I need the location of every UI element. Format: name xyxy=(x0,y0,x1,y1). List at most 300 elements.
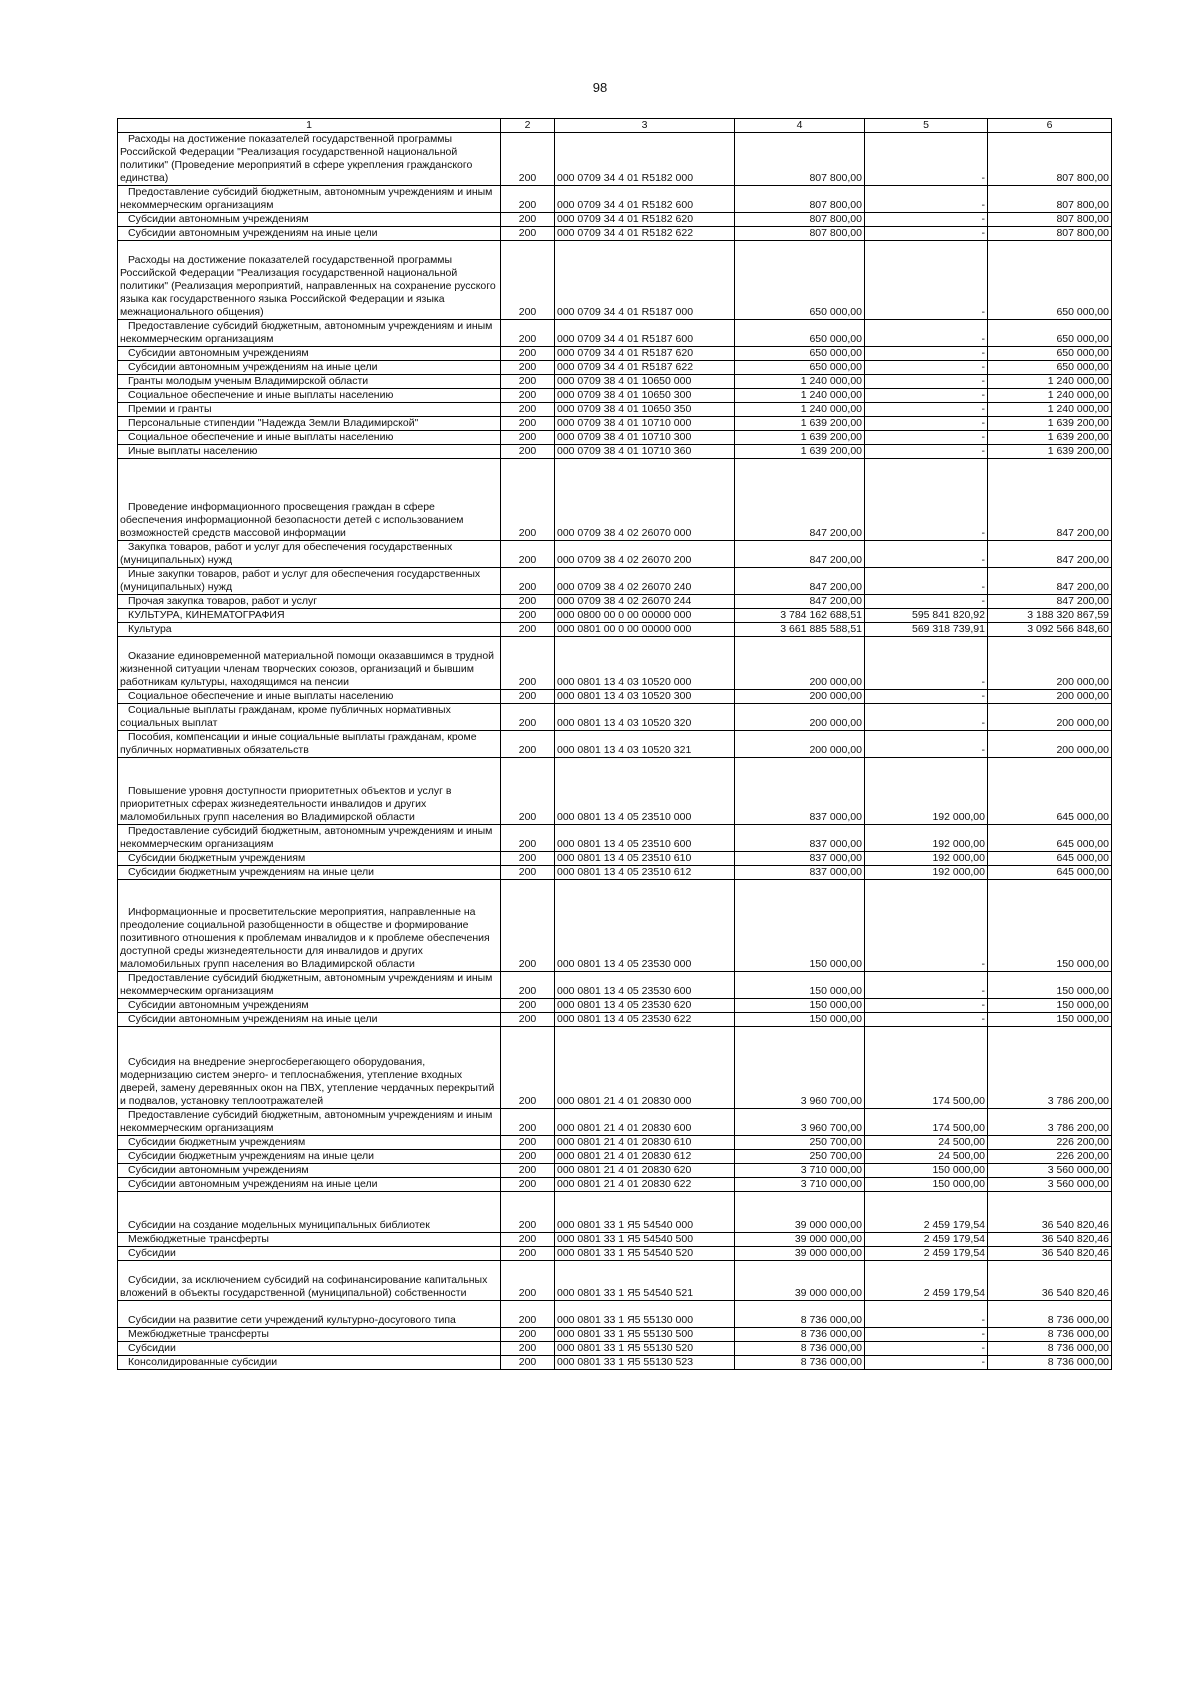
row-code-cell: 000 0709 34 4 01 R5187 622 xyxy=(555,361,735,375)
row-name-cell: КУЛЬТУРА, КИНЕМАТОГРАФИЯ xyxy=(118,609,501,623)
row-code-cell: 000 0801 13 4 03 10520 300 xyxy=(555,690,735,704)
row-value-5-cell: - xyxy=(865,403,988,417)
row-value-5-cell: - xyxy=(865,595,988,609)
row-value-5-cell: - xyxy=(865,972,988,999)
row-value-6-cell: 807 800,00 xyxy=(988,227,1112,241)
row-value-4-cell: 3 661 885 588,51 xyxy=(735,623,865,637)
table-row xyxy=(118,758,1112,825)
row-value-5-cell: 192 000,00 xyxy=(865,758,988,825)
row-value-6-cell: 847 200,00 xyxy=(988,595,1112,609)
row-value-5-cell: - xyxy=(865,361,988,375)
table-row xyxy=(118,1247,1112,1261)
row-group-cell: 200 xyxy=(501,637,555,690)
table-row xyxy=(118,1328,1112,1342)
table-row xyxy=(118,320,1112,347)
row-value-6-cell: 36 540 820,46 xyxy=(988,1192,1112,1233)
row-value-4-cell: 200 000,00 xyxy=(735,690,865,704)
row-value-5-cell: - xyxy=(865,1342,988,1356)
budget-table xyxy=(117,118,1112,1370)
row-value-4-cell: 250 700,00 xyxy=(735,1150,865,1164)
row-code-cell: 000 0801 21 4 01 20830 610 xyxy=(555,1136,735,1150)
row-code-cell: 000 0800 00 0 00 00000 000 xyxy=(555,609,735,623)
row-value-4-cell: 650 000,00 xyxy=(735,241,865,320)
row-group-cell: 200 xyxy=(501,417,555,431)
table-row xyxy=(118,241,1112,320)
row-value-4-cell: 3 710 000,00 xyxy=(735,1164,865,1178)
row-value-5-cell: - xyxy=(865,417,988,431)
row-value-5-cell: - xyxy=(865,999,988,1013)
column-header: 6 xyxy=(988,119,1112,133)
row-code-cell: 000 0709 34 4 01 R5182 620 xyxy=(555,213,735,227)
row-value-4-cell: 3 710 000,00 xyxy=(735,1178,865,1192)
row-value-4-cell: 8 736 000,00 xyxy=(735,1356,865,1370)
row-value-5-cell: - xyxy=(865,186,988,213)
row-value-4-cell: 3 960 700,00 xyxy=(735,1109,865,1136)
table-row xyxy=(118,637,1112,690)
table-row xyxy=(118,1178,1112,1192)
row-code-cell: 000 0709 38 4 01 10710 360 xyxy=(555,445,735,459)
row-group-cell: 200 xyxy=(501,1136,555,1150)
row-value-6-cell: 847 200,00 xyxy=(988,541,1112,568)
row-name-cell: Субсидии автономным учреждениям xyxy=(118,347,501,361)
row-group-cell: 200 xyxy=(501,227,555,241)
row-value-4-cell: 200 000,00 xyxy=(735,731,865,758)
row-group-cell: 200 xyxy=(501,999,555,1013)
row-value-6-cell: 8 736 000,00 xyxy=(988,1356,1112,1370)
row-value-4-cell: 1 639 200,00 xyxy=(735,431,865,445)
page-number: 98 xyxy=(592,80,608,95)
row-value-6-cell: 1 639 200,00 xyxy=(988,417,1112,431)
row-code-cell: 000 0709 34 4 01 R5187 620 xyxy=(555,347,735,361)
row-value-6-cell: 3 560 000,00 xyxy=(988,1178,1112,1192)
table-row xyxy=(118,1261,1112,1301)
row-group-cell: 200 xyxy=(501,758,555,825)
column-header: 5 xyxy=(865,119,988,133)
row-name-cell: Субсидии автономным учреждениям на иные цели xyxy=(118,361,501,375)
table-row xyxy=(118,623,1112,637)
row-value-5-cell: - xyxy=(865,1013,988,1027)
row-code-cell: 000 0709 38 4 01 10650 350 xyxy=(555,403,735,417)
row-code-cell: 000 0709 38 4 01 10710 000 xyxy=(555,417,735,431)
row-value-4-cell: 650 000,00 xyxy=(735,347,865,361)
row-group-cell: 200 xyxy=(501,1261,555,1301)
row-name-cell: Социальные выплаты гражданам, кроме публичных нормативных социальных выплат xyxy=(118,704,501,731)
row-code-cell: 000 0801 21 4 01 20830 000 xyxy=(555,1027,735,1109)
row-value-4-cell: 250 700,00 xyxy=(735,1136,865,1150)
row-code-cell: 000 0709 34 4 01 R5182 622 xyxy=(555,227,735,241)
row-code-cell: 000 0801 33 1 Я5 54540 520 xyxy=(555,1247,735,1261)
row-value-5-cell: 569 318 739,91 xyxy=(865,623,988,637)
table-row xyxy=(118,1027,1112,1109)
row-name-cell: Субсидии бюджетным учреждениям xyxy=(118,1136,501,1150)
row-value-4-cell: 847 200,00 xyxy=(735,568,865,595)
row-value-6-cell: 645 000,00 xyxy=(988,852,1112,866)
row-code-cell: 000 0709 34 4 01 R5182 000 xyxy=(555,133,735,186)
row-value-5-cell: - xyxy=(865,431,988,445)
row-value-4-cell: 39 000 000,00 xyxy=(735,1261,865,1301)
row-code-cell: 000 0801 13 4 03 10520 320 xyxy=(555,704,735,731)
table-row xyxy=(118,595,1112,609)
table-row xyxy=(118,866,1112,880)
column-header: 4 xyxy=(735,119,865,133)
row-code-cell: 000 0709 38 4 02 26070 000 xyxy=(555,459,735,541)
row-value-5-cell: - xyxy=(865,568,988,595)
row-name-cell: Расходы на достижение показателей государственной программы Российской Федерации "Реализация государственной национальной политики" (Проведение мероприятий в сфере укрепления гражданского единства) xyxy=(118,133,501,186)
row-value-6-cell: 3 188 320 867,59 xyxy=(988,609,1112,623)
row-value-6-cell: 645 000,00 xyxy=(988,866,1112,880)
row-name-cell: Субсидии автономным учреждениям на иные цели xyxy=(118,227,501,241)
table-row xyxy=(118,541,1112,568)
row-value-6-cell: 3 786 200,00 xyxy=(988,1109,1112,1136)
row-name-cell: Закупка товаров, работ и услуг для обеспечения государственных (муниципальных) нужд xyxy=(118,541,501,568)
row-group-cell: 200 xyxy=(501,1192,555,1233)
row-name-cell: Предоставление субсидий бюджетным, автономным учреждениям и иным некоммерческим организациям xyxy=(118,320,501,347)
row-group-cell: 200 xyxy=(501,320,555,347)
table-row xyxy=(118,999,1112,1013)
row-group-cell: 200 xyxy=(501,1013,555,1027)
row-name-cell: Субсидии бюджетным учреждениям на иные цели xyxy=(118,866,501,880)
row-value-6-cell: 807 800,00 xyxy=(988,213,1112,227)
row-group-cell: 200 xyxy=(501,1342,555,1356)
row-value-4-cell: 1 240 000,00 xyxy=(735,389,865,403)
row-code-cell: 000 0801 21 4 01 20830 612 xyxy=(555,1150,735,1164)
table-row xyxy=(118,1150,1112,1164)
row-name-cell: Социальное обеспечение и иные выплаты населению xyxy=(118,431,501,445)
table-row xyxy=(118,445,1112,459)
row-value-4-cell: 8 736 000,00 xyxy=(735,1328,865,1342)
row-name-cell: Консолидированные субсидии xyxy=(118,1356,501,1370)
row-group-cell: 200 xyxy=(501,623,555,637)
row-value-4-cell: 1 639 200,00 xyxy=(735,417,865,431)
row-group-cell: 200 xyxy=(501,1233,555,1247)
row-value-6-cell: 200 000,00 xyxy=(988,690,1112,704)
row-value-5-cell: - xyxy=(865,241,988,320)
row-code-cell: 000 0801 33 1 Я5 54540 500 xyxy=(555,1233,735,1247)
row-value-6-cell: 150 000,00 xyxy=(988,1013,1112,1027)
row-value-5-cell: 24 500,00 xyxy=(865,1150,988,1164)
row-value-5-cell: 2 459 179,54 xyxy=(865,1233,988,1247)
row-value-4-cell: 39 000 000,00 xyxy=(735,1233,865,1247)
row-name-cell: Премии и гранты xyxy=(118,403,501,417)
row-code-cell: 000 0801 13 4 05 23510 600 xyxy=(555,825,735,852)
row-name-cell: Субсидии, за исключением субсидий на софинансирование капитальных вложений в объекты государственной (муниципальной) собственности xyxy=(118,1261,501,1301)
table-row xyxy=(118,731,1112,758)
table-row xyxy=(118,1013,1112,1027)
row-name-cell: Субсидии xyxy=(118,1342,501,1356)
row-value-5-cell: - xyxy=(865,1356,988,1370)
row-code-cell: 000 0709 38 4 01 10650 300 xyxy=(555,389,735,403)
row-value-4-cell: 200 000,00 xyxy=(735,704,865,731)
row-value-6-cell: 807 800,00 xyxy=(988,186,1112,213)
row-value-6-cell: 1 240 000,00 xyxy=(988,375,1112,389)
row-code-cell: 000 0801 21 4 01 20830 622 xyxy=(555,1178,735,1192)
row-name-cell: Проведение информационного просвещения граждан в сфере обеспечения информационной безопасности детей с использованием возможностей средств массовой информации xyxy=(118,459,501,541)
row-value-5-cell: - xyxy=(865,541,988,568)
table-row xyxy=(118,186,1112,213)
row-name-cell: Субсидии автономным учреждениям xyxy=(118,213,501,227)
row-value-4-cell: 807 800,00 xyxy=(735,227,865,241)
row-value-4-cell: 8 736 000,00 xyxy=(735,1301,865,1328)
row-value-6-cell: 847 200,00 xyxy=(988,459,1112,541)
row-code-cell: 000 0801 33 1 Я5 54540 000 xyxy=(555,1192,735,1233)
row-value-6-cell: 1 639 200,00 xyxy=(988,431,1112,445)
table-row xyxy=(118,389,1112,403)
row-name-cell: Межбюджетные трансферты xyxy=(118,1328,501,1342)
row-code-cell: 000 0801 33 1 Я5 55130 523 xyxy=(555,1356,735,1370)
row-name-cell: Предоставление субсидий бюджетным, автономным учреждениям и иным некоммерческим организациям xyxy=(118,1109,501,1136)
row-value-4-cell: 837 000,00 xyxy=(735,758,865,825)
row-value-6-cell: 650 000,00 xyxy=(988,361,1112,375)
row-value-4-cell: 1 240 000,00 xyxy=(735,403,865,417)
row-value-4-cell: 150 000,00 xyxy=(735,880,865,972)
table-row xyxy=(118,825,1112,852)
row-name-cell: Культура xyxy=(118,623,501,637)
row-code-cell: 000 0709 38 4 01 10710 300 xyxy=(555,431,735,445)
row-name-cell: Предоставление субсидий бюджетным, автономным учреждениям и иным некоммерческим организациям xyxy=(118,972,501,999)
table-row xyxy=(118,431,1112,445)
row-value-4-cell: 837 000,00 xyxy=(735,866,865,880)
row-value-6-cell: 200 000,00 xyxy=(988,637,1112,690)
table-row xyxy=(118,704,1112,731)
row-name-cell: Социальное обеспечение и иные выплаты населению xyxy=(118,690,501,704)
row-name-cell: Межбюджетные трансферты xyxy=(118,1233,501,1247)
row-name-cell: Субсидии автономным учреждениям xyxy=(118,999,501,1013)
row-code-cell: 000 0801 13 4 05 23530 620 xyxy=(555,999,735,1013)
row-value-5-cell: - xyxy=(865,445,988,459)
row-value-5-cell: - xyxy=(865,704,988,731)
row-name-cell: Предоставление субсидий бюджетным, автономным учреждениям и иным некоммерческим организациям xyxy=(118,186,501,213)
row-value-5-cell: 595 841 820,92 xyxy=(865,609,988,623)
table-row xyxy=(118,1233,1112,1247)
row-value-5-cell: - xyxy=(865,320,988,347)
row-group-cell: 200 xyxy=(501,445,555,459)
row-value-5-cell: 174 500,00 xyxy=(865,1109,988,1136)
row-group-cell: 200 xyxy=(501,880,555,972)
row-name-cell: Субсидии автономным учреждениям xyxy=(118,1164,501,1178)
row-name-cell: Субсидии бюджетным учреждениям на иные цели xyxy=(118,1150,501,1164)
row-code-cell: 000 0801 13 4 05 23510 000 xyxy=(555,758,735,825)
row-group-cell: 200 xyxy=(501,213,555,227)
row-value-4-cell: 847 200,00 xyxy=(735,459,865,541)
column-header: 3 xyxy=(555,119,735,133)
row-value-6-cell: 8 736 000,00 xyxy=(988,1301,1112,1328)
row-group-cell: 200 xyxy=(501,541,555,568)
table-row xyxy=(118,972,1112,999)
row-value-6-cell: 1 240 000,00 xyxy=(988,403,1112,417)
row-value-4-cell: 150 000,00 xyxy=(735,999,865,1013)
row-value-4-cell: 847 200,00 xyxy=(735,541,865,568)
row-group-cell: 200 xyxy=(501,459,555,541)
row-value-4-cell: 650 000,00 xyxy=(735,361,865,375)
table-row xyxy=(118,1136,1112,1150)
row-value-5-cell: - xyxy=(865,389,988,403)
row-group-cell: 200 xyxy=(501,852,555,866)
row-value-5-cell: 174 500,00 xyxy=(865,1027,988,1109)
table-row xyxy=(118,1342,1112,1356)
row-value-6-cell: 8 736 000,00 xyxy=(988,1328,1112,1342)
row-name-cell: Гранты молодым ученым Владимирской области xyxy=(118,375,501,389)
row-value-4-cell: 3 960 700,00 xyxy=(735,1027,865,1109)
row-group-cell: 200 xyxy=(501,1328,555,1342)
row-value-6-cell: 226 200,00 xyxy=(988,1136,1112,1150)
row-code-cell: 000 0709 38 4 02 26070 244 xyxy=(555,595,735,609)
row-group-cell: 200 xyxy=(501,825,555,852)
row-value-5-cell: - xyxy=(865,1328,988,1342)
row-value-5-cell: - xyxy=(865,133,988,186)
row-value-5-cell: 192 000,00 xyxy=(865,825,988,852)
row-value-4-cell: 837 000,00 xyxy=(735,825,865,852)
table-row xyxy=(118,459,1112,541)
row-name-cell: Субсидии автономным учреждениям на иные цели xyxy=(118,1178,501,1192)
row-group-cell: 200 xyxy=(501,972,555,999)
table-body xyxy=(118,133,1112,1370)
row-value-4-cell: 837 000,00 xyxy=(735,852,865,866)
row-value-4-cell: 150 000,00 xyxy=(735,972,865,999)
row-code-cell: 000 0801 13 4 05 23530 600 xyxy=(555,972,735,999)
column-header: 1 xyxy=(118,119,501,133)
table-row xyxy=(118,1192,1112,1233)
row-value-6-cell: 150 000,00 xyxy=(988,972,1112,999)
row-value-5-cell: - xyxy=(865,880,988,972)
row-value-6-cell: 3 786 200,00 xyxy=(988,1027,1112,1109)
row-value-4-cell: 200 000,00 xyxy=(735,637,865,690)
row-group-cell: 200 xyxy=(501,1356,555,1370)
row-code-cell: 000 0801 13 4 03 10520 000 xyxy=(555,637,735,690)
row-name-cell: Социальное обеспечение и иные выплаты населению xyxy=(118,389,501,403)
row-value-5-cell: - xyxy=(865,375,988,389)
row-value-5-cell: 150 000,00 xyxy=(865,1178,988,1192)
row-code-cell: 000 0801 13 4 05 23510 612 xyxy=(555,866,735,880)
row-group-cell: 200 xyxy=(501,866,555,880)
table-row xyxy=(118,852,1112,866)
row-value-4-cell: 8 736 000,00 xyxy=(735,1342,865,1356)
row-group-cell: 200 xyxy=(501,704,555,731)
row-value-4-cell: 39 000 000,00 xyxy=(735,1247,865,1261)
row-value-6-cell: 36 540 820,46 xyxy=(988,1247,1112,1261)
table-row xyxy=(118,1109,1112,1136)
row-value-6-cell: 1 240 000,00 xyxy=(988,389,1112,403)
row-name-cell: Пособия, компенсации и иные социальные выплаты гражданам, кроме публичных нормативных обязательств xyxy=(118,731,501,758)
table-row xyxy=(118,375,1112,389)
row-value-5-cell: - xyxy=(865,347,988,361)
row-group-cell: 200 xyxy=(501,361,555,375)
row-name-cell: Субсидии на развитие сети учреждений культурно-досугового типа xyxy=(118,1301,501,1328)
row-code-cell: 000 0801 13 4 05 23530 000 xyxy=(555,880,735,972)
row-group-cell: 200 xyxy=(501,690,555,704)
row-value-5-cell: 192 000,00 xyxy=(865,866,988,880)
row-name-cell: Информационные и просветительские мероприятия, направленные на преодоление социальной разобщенности в обществе и формирование позитивного отношения к проблемам инвалидов и к проблеме обеспечения доступной среды жизнедеятельности для инвалидов и других маломобильных групп населения во Владимирской области xyxy=(118,880,501,972)
row-value-6-cell: 3 092 566 848,60 xyxy=(988,623,1112,637)
row-group-cell: 200 xyxy=(501,1301,555,1328)
row-code-cell: 000 0801 13 4 03 10520 321 xyxy=(555,731,735,758)
row-code-cell: 000 0801 33 1 Я5 55130 000 xyxy=(555,1301,735,1328)
row-value-6-cell: 150 000,00 xyxy=(988,880,1112,972)
row-value-5-cell: - xyxy=(865,637,988,690)
row-value-4-cell: 1 240 000,00 xyxy=(735,375,865,389)
row-value-5-cell: - xyxy=(865,731,988,758)
row-value-6-cell: 807 800,00 xyxy=(988,133,1112,186)
row-value-4-cell: 39 000 000,00 xyxy=(735,1192,865,1233)
row-value-4-cell: 3 784 162 688,51 xyxy=(735,609,865,623)
table-row xyxy=(118,1356,1112,1370)
row-value-6-cell: 650 000,00 xyxy=(988,320,1112,347)
row-value-5-cell: 2 459 179,54 xyxy=(865,1192,988,1233)
row-name-cell: Прочая закупка товаров, работ и услуг xyxy=(118,595,501,609)
row-group-cell: 200 xyxy=(501,375,555,389)
row-name-cell: Субсидия на внедрение энергосберегающего оборудования, модернизацию систем энерго- и теплоснабжения, утепление входных дверей, замену деревянных окон на ПВХ, утепление чердачных перекрытий и подвалов, установку теплоотражателей xyxy=(118,1027,501,1109)
table-row xyxy=(118,227,1112,241)
row-group-cell: 200 xyxy=(501,568,555,595)
table-row xyxy=(118,213,1112,227)
row-value-4-cell: 650 000,00 xyxy=(735,320,865,347)
row-group-cell: 200 xyxy=(501,403,555,417)
row-group-cell: 200 xyxy=(501,431,555,445)
row-code-cell: 000 0709 38 4 01 10650 000 xyxy=(555,375,735,389)
row-value-6-cell: 8 736 000,00 xyxy=(988,1342,1112,1356)
row-name-cell: Субсидии xyxy=(118,1247,501,1261)
table-row xyxy=(118,347,1112,361)
row-group-cell: 200 xyxy=(501,133,555,186)
row-value-5-cell: 192 000,00 xyxy=(865,852,988,866)
row-name-cell: Иные выплаты населению xyxy=(118,445,501,459)
row-code-cell: 000 0709 34 4 01 R5187 000 xyxy=(555,241,735,320)
row-code-cell: 000 0801 13 4 05 23510 610 xyxy=(555,852,735,866)
row-code-cell: 000 0801 33 1 Я5 55130 520 xyxy=(555,1342,735,1356)
row-value-4-cell: 1 639 200,00 xyxy=(735,445,865,459)
row-value-5-cell: - xyxy=(865,1301,988,1328)
row-value-5-cell: 24 500,00 xyxy=(865,1136,988,1150)
row-name-cell: Повышение уровня доступности приоритетных объектов и услуг в приоритетных сферах жизнедеятельности инвалидов и других маломобильных групп населения во Владимирской области xyxy=(118,758,501,825)
row-group-cell: 200 xyxy=(501,347,555,361)
row-value-5-cell: - xyxy=(865,690,988,704)
row-code-cell: 000 0709 34 4 01 R5182 600 xyxy=(555,186,735,213)
table-row xyxy=(118,361,1112,375)
row-value-6-cell: 3 560 000,00 xyxy=(988,1164,1112,1178)
row-value-6-cell: 650 000,00 xyxy=(988,241,1112,320)
row-value-5-cell: 2 459 179,54 xyxy=(865,1247,988,1261)
row-value-4-cell: 150 000,00 xyxy=(735,1013,865,1027)
row-group-cell: 200 xyxy=(501,1164,555,1178)
row-name-cell: Оказание единовременной материальной помощи оказавшимся в трудной жизненной ситуации членам творческих союзов, организаций и бывшим работникам культуры, находящимся на пенсии xyxy=(118,637,501,690)
table-row xyxy=(118,1301,1112,1328)
row-group-cell: 200 xyxy=(501,1178,555,1192)
row-value-4-cell: 807 800,00 xyxy=(735,133,865,186)
row-value-4-cell: 807 800,00 xyxy=(735,213,865,227)
header-row xyxy=(118,119,1112,133)
row-name-cell: Субсидии на создание модельных муниципальных библиотек xyxy=(118,1192,501,1233)
row-value-6-cell: 645 000,00 xyxy=(988,825,1112,852)
row-code-cell: 000 0801 33 1 Я5 54540 521 xyxy=(555,1261,735,1301)
row-code-cell: 000 0709 38 4 02 26070 240 xyxy=(555,568,735,595)
row-group-cell: 200 xyxy=(501,1150,555,1164)
row-code-cell: 000 0709 38 4 02 26070 200 xyxy=(555,541,735,568)
row-group-cell: 200 xyxy=(501,1109,555,1136)
row-group-cell: 200 xyxy=(501,595,555,609)
row-value-6-cell: 200 000,00 xyxy=(988,731,1112,758)
row-name-cell: Персональные стипендии "Надежда Земли Владимирской" xyxy=(118,417,501,431)
row-name-cell: Иные закупки товаров, работ и услуг для обеспечения государственных (муниципальных) нужд xyxy=(118,568,501,595)
row-group-cell: 200 xyxy=(501,731,555,758)
row-value-4-cell: 807 800,00 xyxy=(735,186,865,213)
row-code-cell: 000 0709 34 4 01 R5187 600 xyxy=(555,320,735,347)
row-name-cell: Предоставление субсидий бюджетным, автономным учреждениям и иным некоммерческим организациям xyxy=(118,825,501,852)
column-header: 2 xyxy=(501,119,555,133)
row-group-cell: 200 xyxy=(501,609,555,623)
row-value-6-cell: 847 200,00 xyxy=(988,568,1112,595)
row-value-5-cell: 150 000,00 xyxy=(865,1164,988,1178)
row-name-cell: Расходы на достижение показателей государственной программы Российской Федерации "Реализация государственной национальной политики" (Реализация мероприятий, направленных на сохранение русского языка как государственного языка Российской Федерации и языка межнационального общения) xyxy=(118,241,501,320)
table-row xyxy=(118,133,1112,186)
